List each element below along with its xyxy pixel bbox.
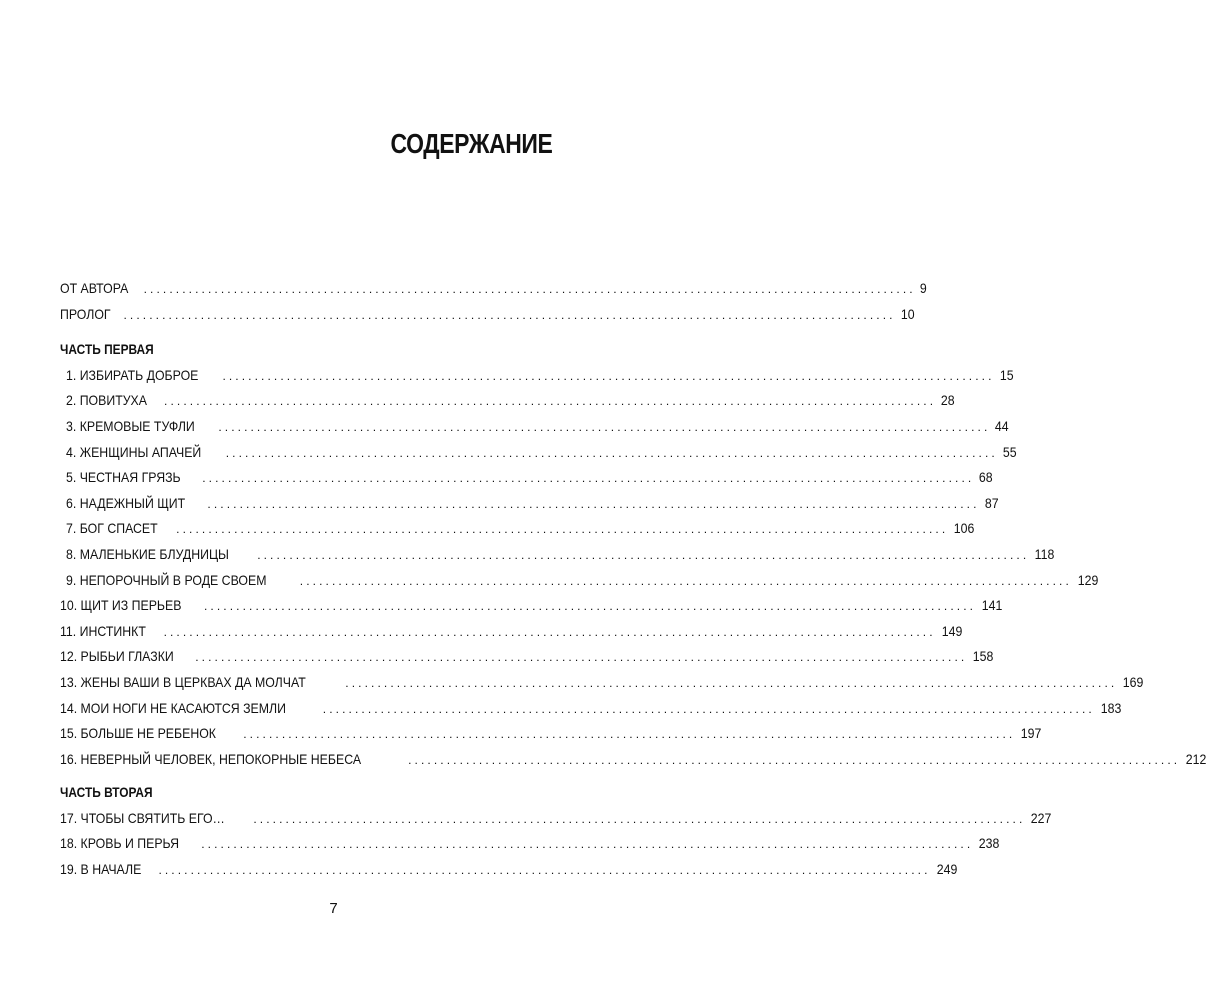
toc-entry-page: 227 <box>1031 809 1052 826</box>
dot-leader: ........................................................................................................................ <box>218 419 991 434</box>
toc-entry-page: 141 <box>981 597 1003 614</box>
toc-entry-page: 106 <box>954 520 975 537</box>
dot-leader: ........................................................................................................................ <box>253 811 1026 826</box>
dot-leader: ........................................................................................................................ <box>143 282 916 296</box>
toc-entry[interactable] <box>60 747 1207 773</box>
toc-entry[interactable] <box>60 440 1017 466</box>
toc-entry-page: 87 <box>984 494 999 511</box>
toc-entry-label: 8. МАЛЕНЬКИЕ БЛУДНИЦЫ <box>66 545 229 562</box>
toc-entry-label: 9. НЕПОРОЧНЫЙ В РОДЕ СВОЕМ <box>66 571 267 588</box>
toc-entry-prologue[interactable] <box>60 302 915 328</box>
toc-entry-label: 6. НАДЕЖНЫЙ ЩИТ <box>66 494 186 511</box>
toc-entry-label: 18. КРОВЬ И ПЕРЬЯ <box>60 835 179 852</box>
toc-entry-label: 3. КРЕМОВЫЕ ТУФЛИ <box>66 417 195 434</box>
toc-entry-page: 212 <box>1185 750 1207 767</box>
part-heading-first: ЧАСТЬ ПЕРВАЯ <box>60 341 154 358</box>
dot-leader: ........................................................................................................................ <box>299 573 1072 588</box>
toc-entry[interactable] <box>60 831 1000 857</box>
toc-entry[interactable] <box>60 516 975 542</box>
toc-entry-page: 118 <box>1034 545 1055 562</box>
toc-entry[interactable] <box>60 721 1042 747</box>
toc-entry-page: 55 <box>1002 443 1017 460</box>
dot-leader: ........................................................................................................................ <box>207 496 980 511</box>
dot-leader: ........................................................................................................................ <box>201 837 974 852</box>
toc-entry-page: 15 <box>999 366 1014 383</box>
toc-entry[interactable] <box>60 644 994 670</box>
toc-entry-page: 129 <box>1077 571 1099 588</box>
page-title: СОДЕРЖАНИЕ <box>390 128 552 159</box>
toc-entry-label: 10. ЩИТ ИЗ ПЕРЬЕВ <box>60 597 182 614</box>
toc-entry[interactable] <box>60 388 955 414</box>
toc-entry-label: 1. ИЗБИРАТЬ ДОБРОЕ <box>66 366 199 383</box>
toc-entry-label: 13. ЖЕНЫ ВАШИ В ЦЕРКВАХ ДА МОЛЧАТ <box>60 673 306 690</box>
toc-entry-label: 4. ЖЕНЩИНЫ АПАЧЕЙ <box>66 443 202 460</box>
toc-entry-label: 5. ЧЕСТНАЯ ГРЯЗЬ <box>66 469 181 486</box>
toc-entry[interactable] <box>60 363 1014 389</box>
toc-entry[interactable] <box>60 696 1122 722</box>
page-number: 7 <box>329 900 338 917</box>
toc-entry-label: ПРОЛОГ <box>60 305 111 322</box>
toc-entry-page: 68 <box>979 469 993 486</box>
toc-entry-page: 149 <box>941 622 962 639</box>
table-of-contents <box>60 276 1207 883</box>
dot-leader: ........................................................................................................................ <box>195 650 968 665</box>
toc-entry-label: 16. НЕВЕРНЫЙ ЧЕЛОВЕК, НЕПОКОРНЫЕ НЕБЕСА <box>60 750 362 767</box>
toc-entry-page: 197 <box>1021 725 1042 742</box>
toc-entry-label: 2. ПОВИТУХА <box>66 392 148 409</box>
toc-entry-label: 17. ЧТОБЫ СВЯТИТЬ ЕГО… <box>60 809 225 826</box>
toc-entry-page: 10 <box>900 305 915 322</box>
toc-entry-page: 169 <box>1123 673 1144 690</box>
toc-entry[interactable] <box>60 806 1052 832</box>
toc-entry-page: 238 <box>979 835 1000 852</box>
dot-leader: ........................................................................................................................ <box>243 727 1016 742</box>
toc-entry-page: 28 <box>940 392 955 409</box>
toc-entry-page: 183 <box>1100 699 1122 716</box>
toc-entry[interactable] <box>60 542 1055 568</box>
toc-entry-label: 11. ИНСТИНКТ <box>60 622 146 639</box>
part-heading-second: ЧАСТЬ ВТОРАЯ <box>60 784 153 801</box>
toc-entry-page: 249 <box>936 861 957 878</box>
dot-leader: ........................................................................................................................ <box>204 599 977 614</box>
toc-entry[interactable] <box>60 619 962 645</box>
dot-leader: ........................................................................................................................ <box>345 675 1118 690</box>
dot-leader: ........................................................................................................................ <box>163 624 936 639</box>
toc-entry-from-author[interactable] <box>60 276 927 302</box>
dot-leader: ........................................................................................................................ <box>408 752 1181 767</box>
dot-leader: ........................................................................................................................ <box>222 368 995 383</box>
toc-entry[interactable] <box>60 491 999 517</box>
dot-leader: ........................................................................................................................ <box>158 863 931 878</box>
dot-leader: ........................................................................................................................ <box>225 445 998 460</box>
dot-leader: ........................................................................................................................ <box>257 547 1030 562</box>
toc-entry[interactable] <box>60 857 957 883</box>
toc-entry-page: 44 <box>995 417 1009 434</box>
toc-entry-label: 12. РЫБЬИ ГЛАЗКИ <box>60 648 174 665</box>
dot-leader: ........................................................................................................................ <box>176 522 949 537</box>
toc-entry-page: 9 <box>919 280 927 296</box>
dot-leader: ........................................................................................................................ <box>164 394 937 409</box>
dot-leader: ........................................................................................................................ <box>123 307 896 322</box>
toc-entry[interactable] <box>60 465 993 491</box>
toc-entry-label: 15. БОЛЬШЕ НЕ РЕБЕНОК <box>60 725 216 742</box>
toc-entry[interactable] <box>60 593 1003 619</box>
toc-entry-label: ОТ АВТОРА <box>60 280 129 296</box>
dot-leader: ........................................................................................................................ <box>322 701 1095 716</box>
toc-entry[interactable] <box>60 568 1099 594</box>
toc-entry-label: 7. БОГ СПАСЕТ <box>66 520 158 537</box>
toc-entry[interactable] <box>60 414 1009 440</box>
toc-entry-label: 19. В НАЧАЛЕ <box>60 861 142 878</box>
toc-entry-page: 158 <box>973 648 994 665</box>
toc-entry-label: 14. МОИ НОГИ НЕ КАСАЮТСЯ ЗЕМЛИ <box>60 699 286 716</box>
toc-entry[interactable] <box>60 670 1144 696</box>
dot-leader: ........................................................................................................................ <box>202 471 975 486</box>
